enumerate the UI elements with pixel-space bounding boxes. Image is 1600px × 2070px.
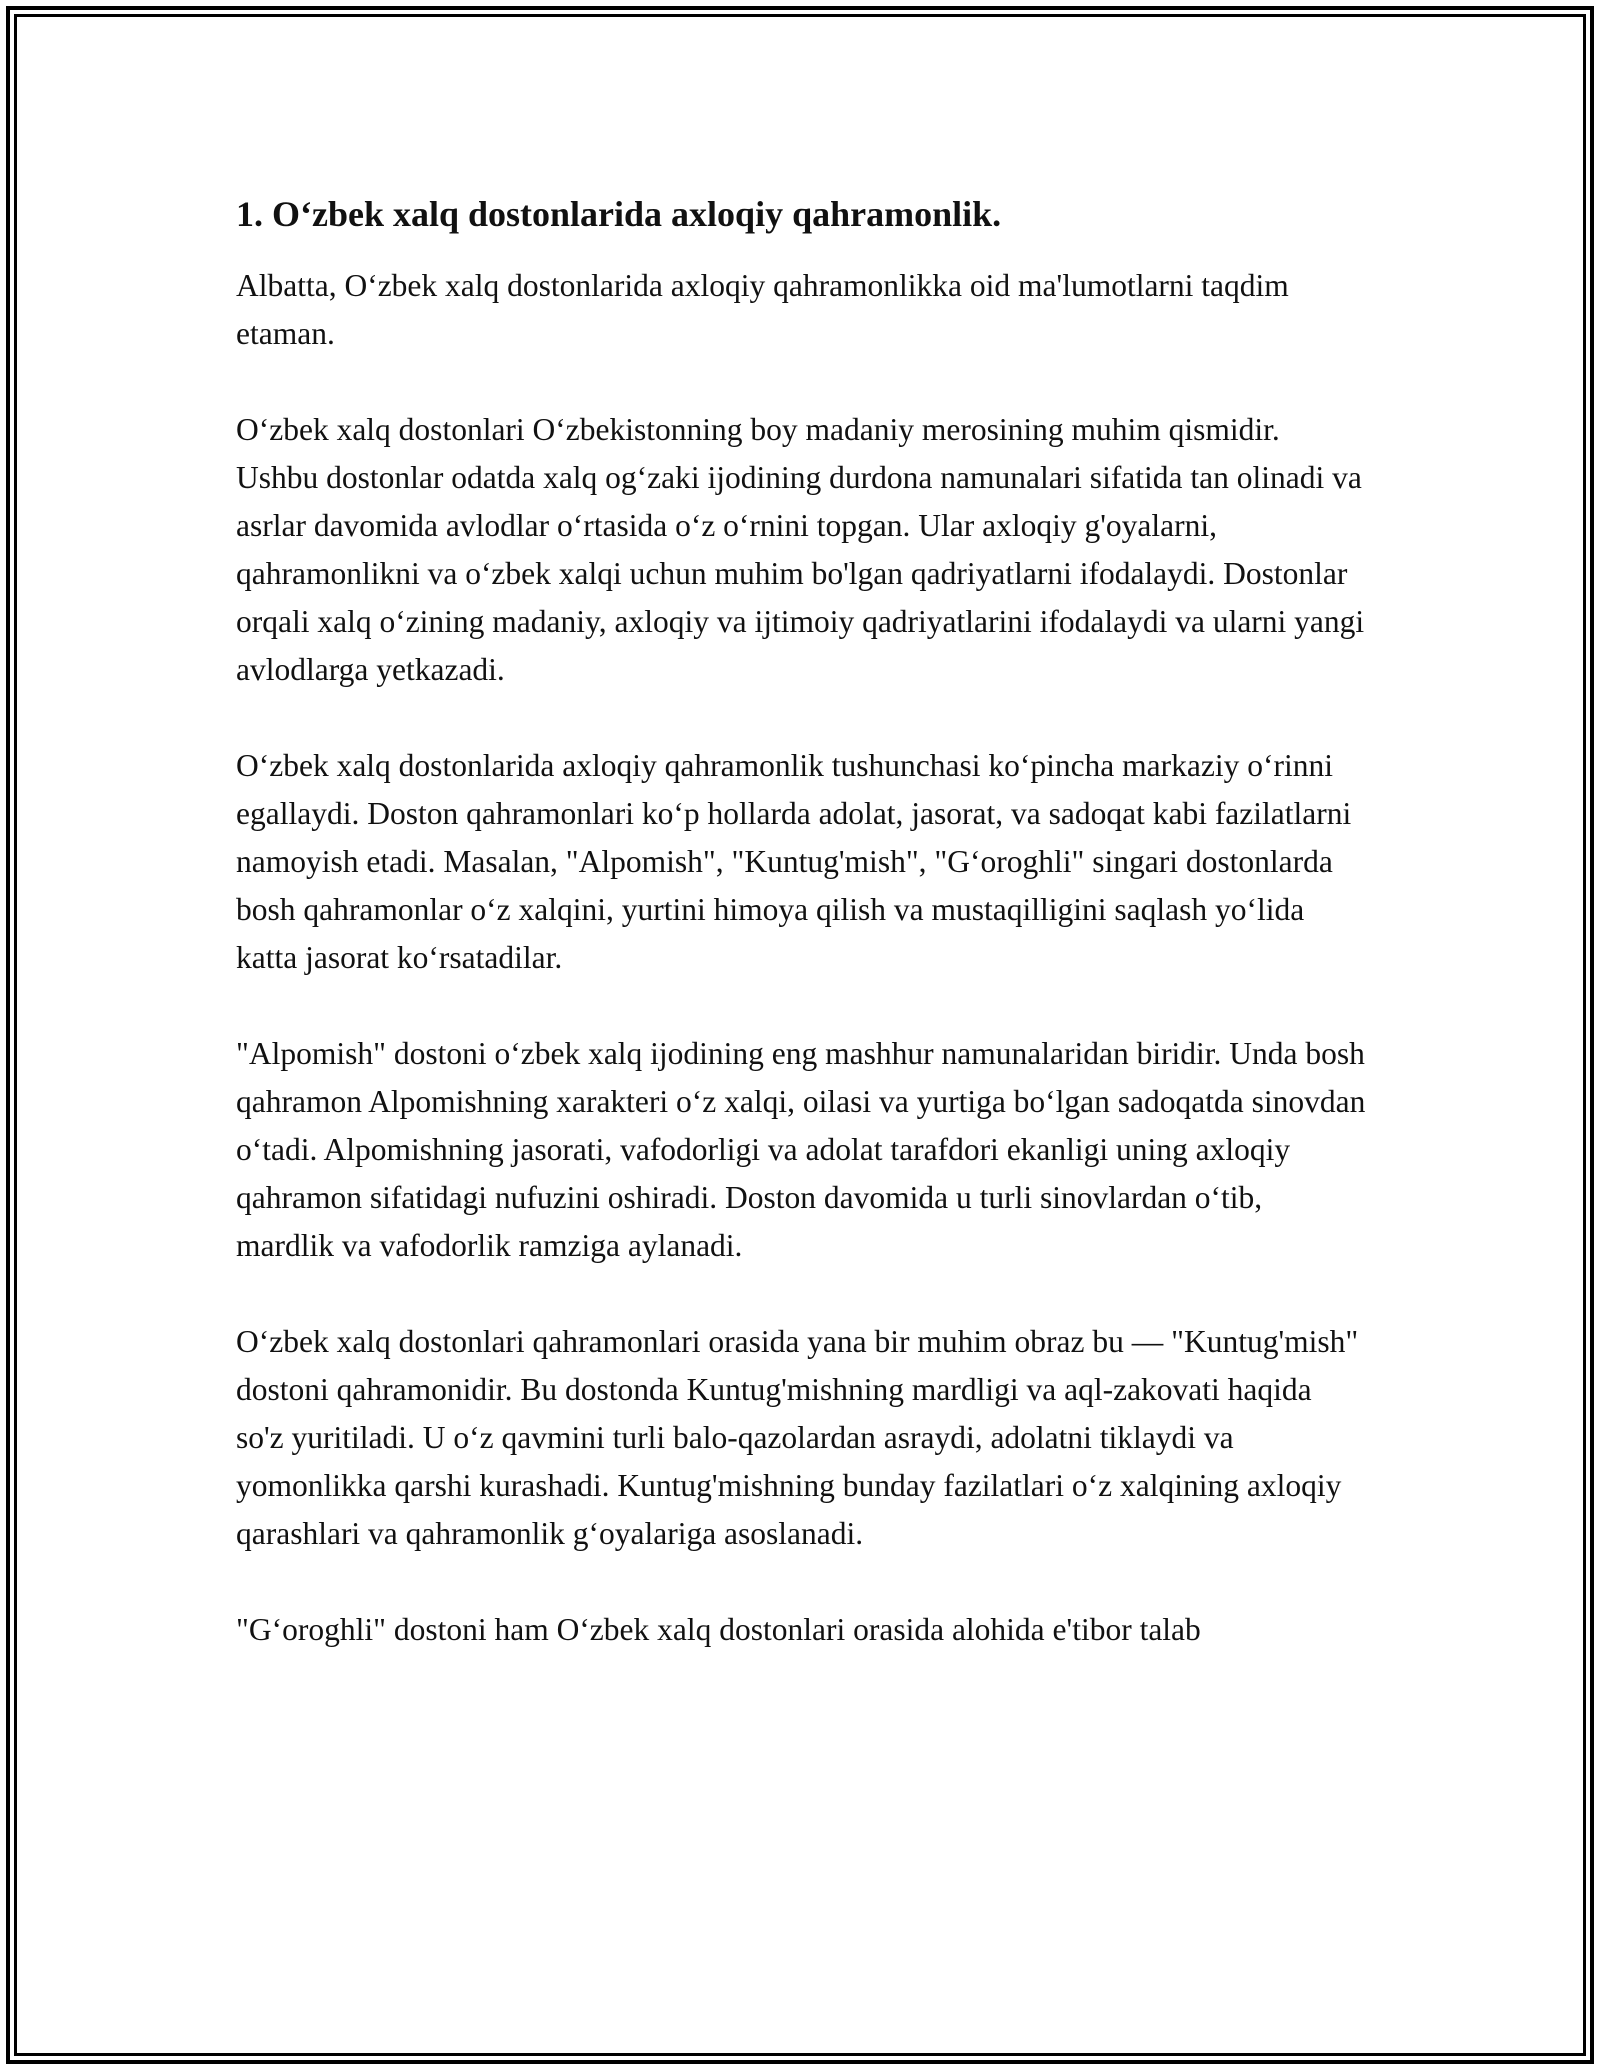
paragraph-intro: Albatta, O‘zbek xalq dostonlarida axloqiy qahramonlikka oid ma'lumotlarni taqdim etaman.	[236, 268, 1289, 351]
paragraph-goroghli: "G‘oroghli" dostoni ham O‘zbek xalq dostonlari orasida alohida e'tibor talab	[236, 1612, 1201, 1647]
document-title: 1. O‘zbek xalq dostonlarida axloqiy qahramonlik.	[236, 194, 1002, 234]
paragraph-kuntugmish: O‘zbek xalq dostonlari qahramonlari orasida yana bir muhim obraz bu — "Kuntug'mish" dostoni qahramonidir. Bu dostonda Kuntug'mishning mardligi va aql-zakovati haqida so'z yuritiladi. U o‘z qavmini turli balo-qazolardan asraydi, adolatni tiklaydi va yomonlikka qarshi kurashadi. Kuntug'mishning bunday fazilatlari o‘z xalqining axloqiy qarashlari va qahramonlik g‘oyalariga asoslanadi.	[236, 1324, 1359, 1551]
paragraph-alpomish: "Alpomish" dostoni o‘zbek xalq ijodining eng mashhur namunalaridan biridir. Unda bosh qahramon Alpomishning xarakteri o‘z xalqi, oilasi va yurtiga bo‘lgan sadoqatda sinovdan o‘tadi. Alpomishning jasorati, vafodorligi va adolat tarafdori ekanligi uning axloqiy qahramon sifatidagi nufuzini oshiradi. Doston davomida u turli sinovlardan o‘tib, mardlik va vafodorlik ramziga aylanadi.	[236, 1036, 1366, 1263]
document-body	[236, 190, 1366, 1702]
paragraph-axloqiy-qahramonlik: O‘zbek xalq dostonlarida axloqiy qahramonlik tushunchasi ko‘pincha markaziy o‘rinni egallaydi. Doston qahramonlari ko‘p hollarda adolat, jasorat, va sadoqat kabi fazilatlarni namoyish etadi. Masalan, "Alpomish", "Kuntug'mish", "G‘oroghli" singari dostonlarda bosh qahramonlar o‘z xalqini, yurtini himoya qilish va mustaqilligini saqlash yo‘lida katta jasorat ko‘rsatadilar.	[236, 748, 1352, 975]
paragraph-dostonlar-overview: O‘zbek xalq dostonlari O‘zbekistonning boy madaniy merosining muhim qismidir. Ushbu dostonlar odatda xalq og‘zaki ijodining durdona namunalari sifatida tan olinadi va asrlar davomida avlodlar o‘rtasida o‘z o‘rnini topgan. Ular axloqiy g'oyalarni, qahramonlikni va o‘zbek xalqi uchun muhim bo'lgan qadriyatlarni ifodalaydi. Dostonlar orqali xalq o‘zining madaniy, axloqiy va ijtimoiy qadriyatlarini ifodalaydi va ularni yangi avlodlarga yetkazadi.	[236, 412, 1365, 687]
